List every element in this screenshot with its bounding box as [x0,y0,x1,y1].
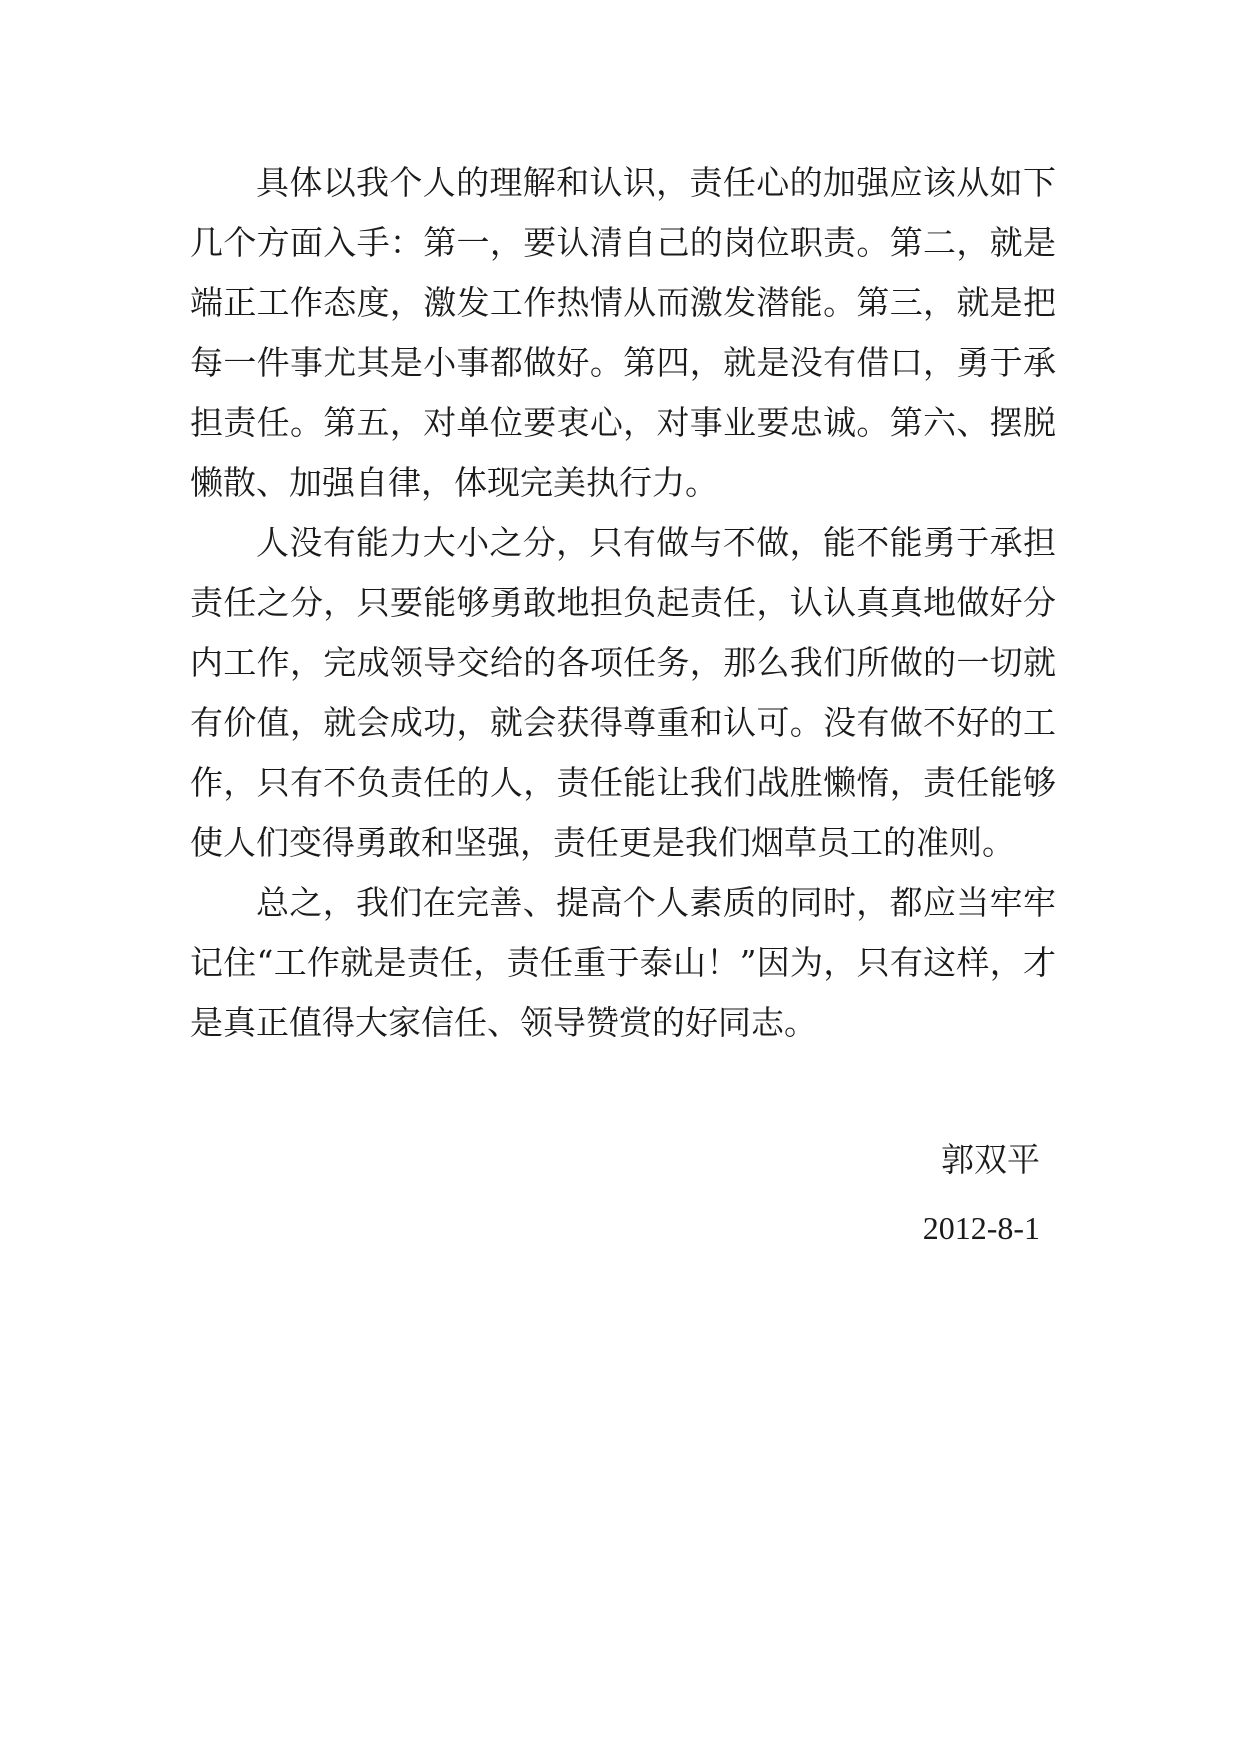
signature-date: 2012-8-1 [922,1210,1040,1246]
document-body [190,153,1056,1053]
paragraph-conclusion: 总之，我们在完善、提高个人素质的同时，都应当牢牢记住“工作就是责任，责任重于泰山！”因为，只有这样，才是真正值得大家信任、领导赞赏的好同志。 [190,883,1056,1042]
paragraph-ability-and-responsibility: 人没有能力大小之分，只有做与不做，能不能勇于承担责任之分，只要能够勇敢地担负起责任，认认真真地做好分内工作，完成领导交给的各项任务，那么我们所做的一切就有价值，就会成功，就会获得尊重和认可。没有做不好的工作，只有不负责任的人，责任能让我们战胜懒惰，责任能够使人们变得勇敢和坚强，责任更是我们烟草员工的准则。 [190,523,1056,862]
paragraph-responsibility-steps: 具体以我个人的理解和认识，责任心的加强应该从如下几个方面入手：第一，要认清自己的岗位职责。第二，就是端正工作态度，激发工作热情从而激发潜能。第三，就是把每一件事尤其是小事都做好。第四，就是没有借口，勇于承担责任。第五，对单位要衷心，对事业要忠诚。第六、摆脱懒散、加强自律，体现完美执行力。 [190,163,1056,502]
author-signature: 郭双平 [941,1140,1040,1179]
